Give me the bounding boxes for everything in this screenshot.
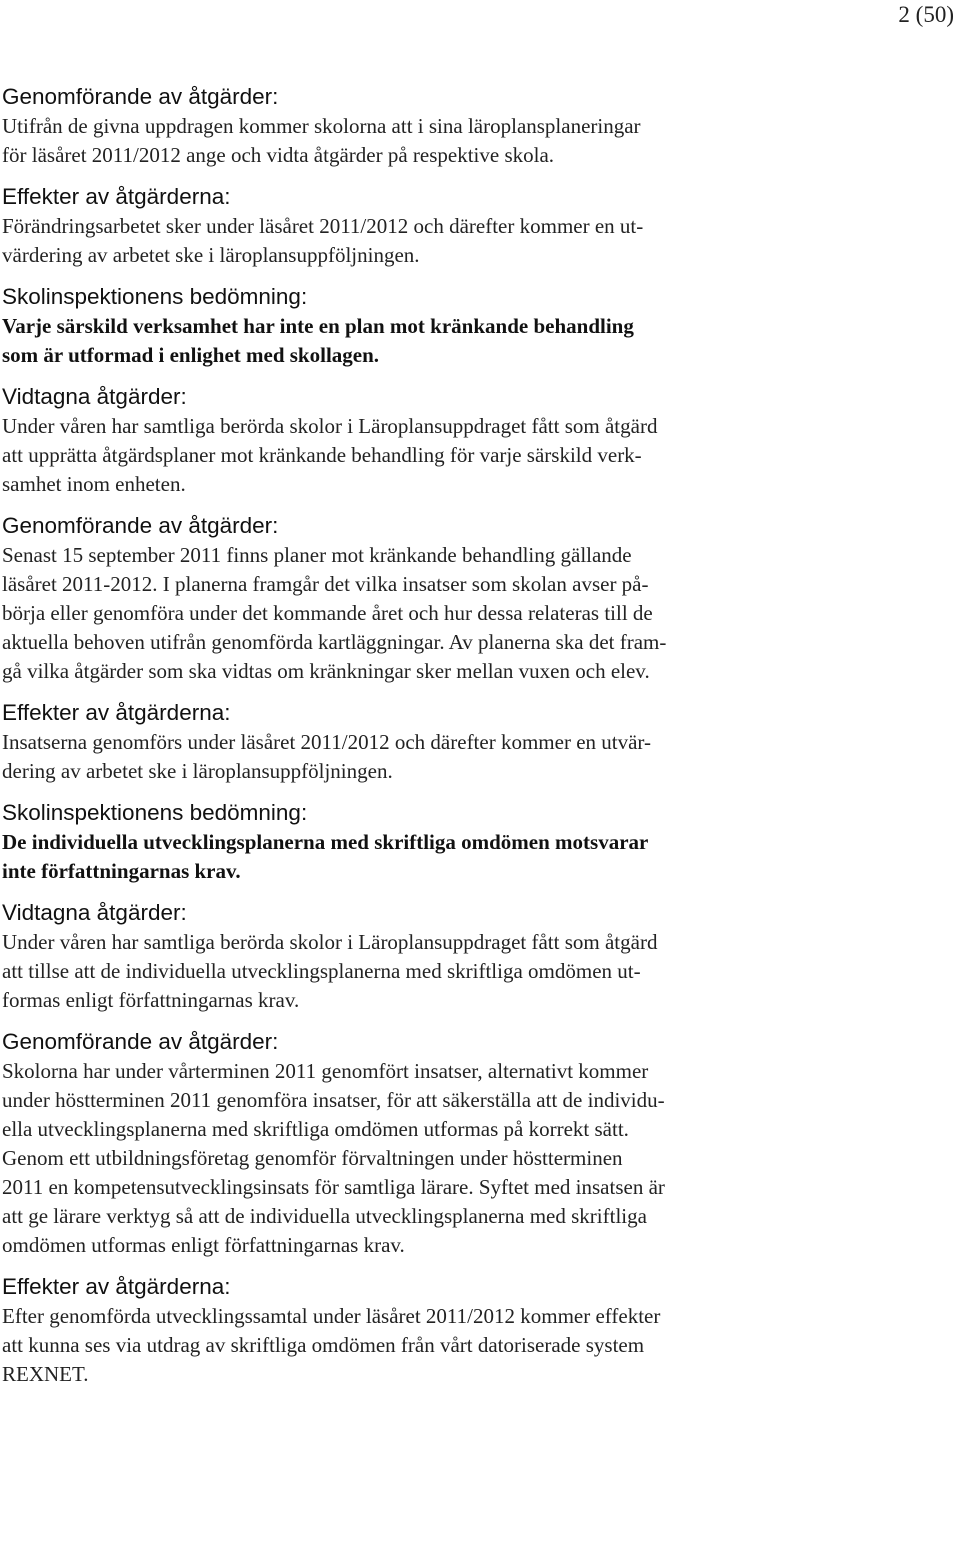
section-paragraph (2, 112, 792, 170)
section-heading: Genomförande av åtgärder: (2, 513, 279, 538)
paragraph-line: Varje särskild verksamhet har inte en plan mot kränkande behandling (2, 314, 634, 338)
assessment-statement (2, 828, 792, 886)
paragraph-line: samhet inom enheten. (2, 472, 186, 496)
paragraph-line: att ge lärare verktyg så att de individuella utvecklingsplanerna med skriftliga (2, 1204, 647, 1228)
paragraph-line: Under våren har samtliga berörda skolor i Läroplansuppdraget fått som åtgärd (2, 414, 658, 438)
section-paragraph (2, 1057, 792, 1260)
paragraph-line: ella utvecklingsplanerna med skriftliga omdömen utformas på korrekt sätt. (2, 1117, 629, 1141)
paragraph-line: Förändringsarbetet sker under läsåret 2011/2012 och därefter kommer en ut- (2, 214, 644, 238)
section (2, 511, 792, 686)
section-paragraph (2, 728, 792, 786)
section-paragraph (2, 1302, 792, 1389)
paragraph-line: gå vilka åtgärder som ska vidtas om kränkningar sker mellan vuxen och elev. (2, 659, 650, 683)
section-heading: Vidtagna åtgärder: (2, 900, 187, 925)
paragraph-line: börja eller genomföra under det kommande året och hur dessa relateras till de (2, 601, 653, 625)
paragraph-line: värdering av arbetet ske i läroplansuppföljningen. (2, 243, 420, 267)
section-paragraph (2, 928, 792, 1015)
section (2, 798, 792, 886)
section-heading: Effekter av åtgärderna: (2, 700, 231, 725)
paragraph-line: Senast 15 september 2011 finns planer mot kränkande behandling gällande (2, 543, 632, 567)
paragraph-line: att kunna ses via utdrag av skriftliga omdömen från vårt datoriserade system (2, 1333, 645, 1357)
section (2, 898, 792, 1015)
section (2, 82, 792, 170)
section-heading: Effekter av åtgärderna: (2, 184, 231, 209)
section-heading: Genomförande av åtgärder: (2, 84, 279, 109)
paragraph-line: Utifrån de givna uppdragen kommer skolorna att i sina läroplansplaneringar (2, 114, 641, 138)
section (2, 1027, 792, 1260)
section (2, 282, 792, 370)
paragraph-line: Skolorna har under vårterminen 2011 genomfört insatser, alternativt kommer (2, 1059, 649, 1083)
section (2, 382, 792, 499)
section-paragraph (2, 412, 792, 499)
section (2, 182, 792, 270)
document-body (2, 82, 792, 1401)
section-heading: Vidtagna åtgärder: (2, 384, 187, 409)
section-paragraph (2, 212, 792, 270)
paragraph-line: Insatserna genomförs under läsåret 2011/2012 och därefter kommer en utvär- (2, 730, 651, 754)
paragraph-line: REXNET. (2, 1362, 89, 1386)
assessment-statement (2, 312, 792, 370)
paragraph-line: aktuella behoven utifrån genomförda kartläggningar. Av planerna ska det fram- (2, 630, 667, 654)
paragraph-line: som är utformad i enlighet med skollagen. (2, 343, 380, 367)
paragraph-line: inte författningarnas krav. (2, 859, 241, 883)
paragraph-line: att tillse att de individuella utvecklingsplanerna med skriftliga omdömen ut- (2, 959, 641, 983)
paragraph-line: De individuella utvecklingsplanerna med skriftliga omdömen motsvarar (2, 830, 649, 854)
paragraph-line: för läsåret 2011/2012 ange och vidta åtgärder på respektive skola. (2, 143, 555, 167)
paragraph-line: omdömen utformas enligt författningarnas krav. (2, 1233, 405, 1257)
paragraph-line: dering av arbetet ske i läroplansuppföljningen. (2, 759, 393, 783)
paragraph-line: formas enligt författningarnas krav. (2, 988, 300, 1012)
section (2, 698, 792, 786)
paragraph-line: 2011 en kompetensutvecklingsinsats för samtliga lärare. Syftet med insatsen är (2, 1175, 665, 1199)
page-number: 2 (50) (898, 2, 954, 27)
section-heading: Effekter av åtgärderna: (2, 1274, 231, 1299)
section-heading: Skolinspektionens bedömning: (2, 800, 308, 825)
section (2, 1272, 792, 1389)
paragraph-line: Efter genomförda utvecklingssamtal under läsåret 2011/2012 kommer effekter (2, 1304, 661, 1328)
paragraph-line: Genom ett utbildningsföretag genomför förvaltningen under höstterminen (2, 1146, 623, 1170)
section-heading: Skolinspektionens bedömning: (2, 284, 308, 309)
paragraph-line: läsåret 2011-2012. I planerna framgår det vilka insatser som skolan avser på- (2, 572, 649, 596)
section-heading: Genomförande av åtgärder: (2, 1029, 279, 1054)
section-paragraph (2, 541, 792, 686)
paragraph-line: under höstterminen 2011 genomföra insatser, för att säkerställa att de individu- (2, 1088, 665, 1112)
paragraph-line: att upprätta åtgärdsplaner mot kränkande behandling för varje särskild verk- (2, 443, 642, 467)
paragraph-line: Under våren har samtliga berörda skolor i Läroplansuppdraget fått som åtgärd (2, 930, 658, 954)
